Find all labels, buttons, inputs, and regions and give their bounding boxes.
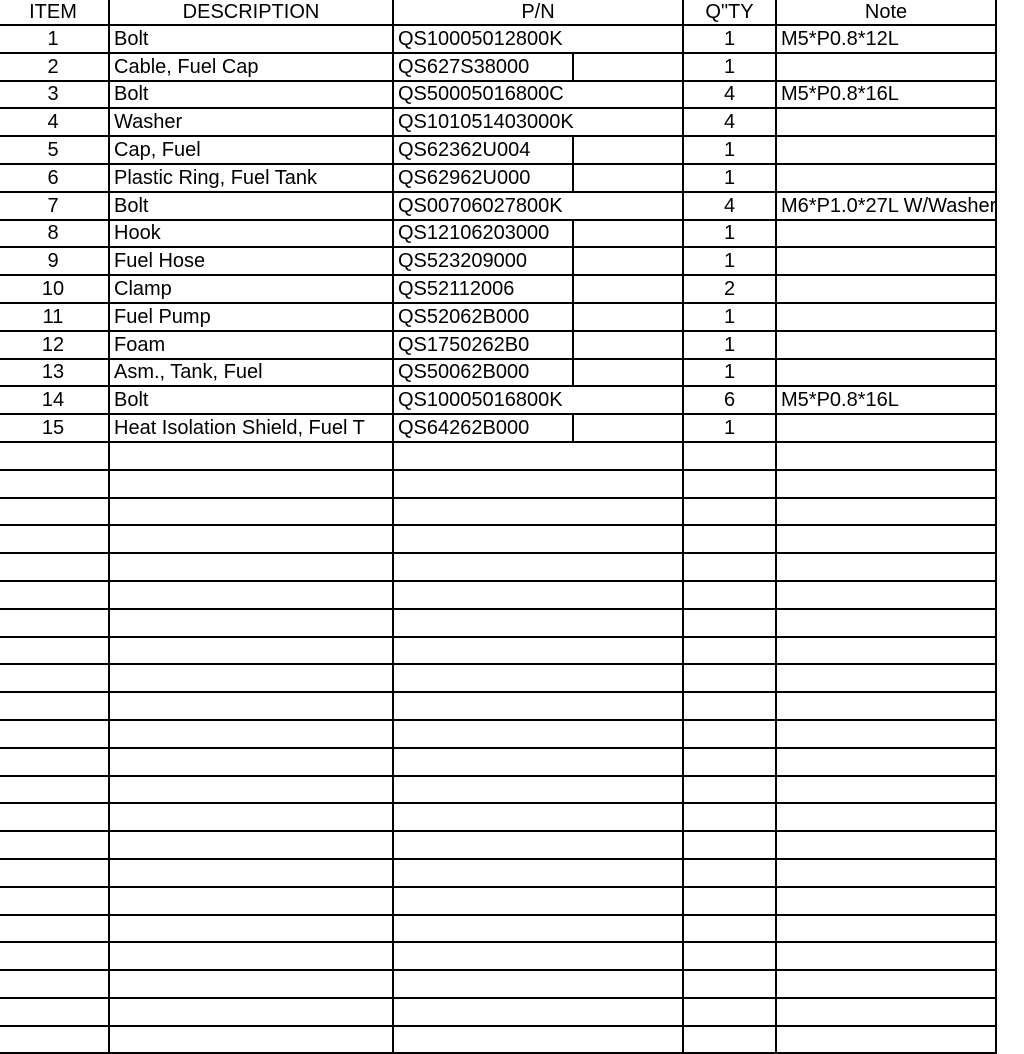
empty-cell bbox=[776, 609, 996, 637]
cell-part-number: QS64262B000 bbox=[393, 414, 683, 442]
empty-table-row bbox=[0, 553, 996, 581]
cell-note: M5*P0.8*16L bbox=[776, 81, 996, 109]
empty-cell bbox=[683, 776, 776, 804]
empty-cell bbox=[683, 553, 776, 581]
cell-quantity: 1 bbox=[683, 414, 776, 442]
empty-table-row bbox=[0, 525, 996, 553]
cell-quantity: 4 bbox=[683, 108, 776, 136]
cell-part-number: QS50005016800C bbox=[393, 81, 683, 109]
empty-cell bbox=[683, 915, 776, 943]
empty-cell bbox=[776, 637, 996, 665]
cell-item: 2 bbox=[0, 53, 109, 81]
empty-cell bbox=[683, 637, 776, 665]
cell-quantity: 4 bbox=[683, 192, 776, 220]
cell-quantity: 1 bbox=[683, 164, 776, 192]
cell-part-number: QS10005016800K bbox=[393, 386, 683, 414]
pn-cell-divider bbox=[572, 304, 574, 330]
empty-table-row bbox=[0, 748, 996, 776]
cell-note bbox=[776, 275, 996, 303]
cell-quantity: 2 bbox=[683, 275, 776, 303]
empty-cell bbox=[393, 692, 683, 720]
cell-note: M5*P0.8*12L bbox=[776, 25, 996, 53]
empty-table-row bbox=[0, 720, 996, 748]
cell-item: 15 bbox=[0, 414, 109, 442]
empty-cell bbox=[776, 470, 996, 498]
empty-cell bbox=[776, 887, 996, 915]
cell-item: 5 bbox=[0, 136, 109, 164]
empty-cell bbox=[109, 915, 393, 943]
table-row[interactable] bbox=[0, 275, 996, 303]
cell-description: Plastic Ring, Fuel Tank bbox=[109, 164, 393, 192]
table-row[interactable] bbox=[0, 53, 996, 81]
empty-cell bbox=[109, 720, 393, 748]
empty-cell bbox=[0, 887, 109, 915]
empty-cell bbox=[109, 553, 393, 581]
cell-note bbox=[776, 359, 996, 387]
cell-item: 10 bbox=[0, 275, 109, 303]
empty-cell bbox=[0, 720, 109, 748]
empty-cell bbox=[776, 776, 996, 804]
empty-cell bbox=[109, 1026, 393, 1054]
empty-cell bbox=[0, 776, 109, 804]
cell-description: Foam bbox=[109, 331, 393, 359]
cell-note bbox=[776, 247, 996, 275]
header-description: DESCRIPTION bbox=[109, 0, 393, 25]
cell-description: Bolt bbox=[109, 192, 393, 220]
empty-cell bbox=[776, 581, 996, 609]
cell-item: 13 bbox=[0, 359, 109, 387]
empty-cell bbox=[109, 942, 393, 970]
empty-cell bbox=[393, 525, 683, 553]
empty-cell bbox=[0, 998, 109, 1026]
empty-cell bbox=[109, 859, 393, 887]
cell-part-number: QS52062B000 bbox=[393, 303, 683, 331]
empty-cell bbox=[776, 664, 996, 692]
cell-item: 12 bbox=[0, 331, 109, 359]
empty-cell bbox=[0, 442, 109, 470]
empty-cell bbox=[109, 776, 393, 804]
table-row[interactable] bbox=[0, 386, 996, 414]
empty-cell bbox=[0, 692, 109, 720]
empty-cell bbox=[776, 859, 996, 887]
cell-part-number: QS50062B000 bbox=[393, 359, 683, 387]
pn-cell-divider bbox=[572, 248, 574, 274]
empty-cell bbox=[109, 748, 393, 776]
empty-cell bbox=[109, 498, 393, 526]
empty-cell bbox=[393, 553, 683, 581]
parts-table-body bbox=[0, 25, 996, 1053]
empty-cell bbox=[0, 1026, 109, 1054]
empty-cell bbox=[0, 803, 109, 831]
empty-cell bbox=[683, 748, 776, 776]
empty-cell bbox=[683, 887, 776, 915]
empty-cell bbox=[776, 970, 996, 998]
table-row[interactable] bbox=[0, 303, 996, 331]
cell-part-number: QS62362U004 bbox=[393, 136, 683, 164]
cell-quantity: 1 bbox=[683, 303, 776, 331]
empty-cell bbox=[393, 470, 683, 498]
cell-part-number: QS10005012800K bbox=[393, 25, 683, 53]
cell-quantity: 1 bbox=[683, 359, 776, 387]
table-row[interactable] bbox=[0, 108, 996, 136]
cell-part-number: QS101051403000K bbox=[393, 108, 683, 136]
cell-item: 7 bbox=[0, 192, 109, 220]
empty-cell bbox=[776, 442, 996, 470]
empty-cell bbox=[776, 525, 996, 553]
header-quantity: Q"TY bbox=[683, 0, 776, 25]
cell-part-number: QS00706027800K bbox=[393, 192, 683, 220]
empty-cell bbox=[393, 859, 683, 887]
cell-quantity: 1 bbox=[683, 247, 776, 275]
empty-cell bbox=[393, 498, 683, 526]
header-note: Note bbox=[776, 0, 996, 25]
empty-cell bbox=[109, 581, 393, 609]
empty-cell bbox=[109, 609, 393, 637]
cell-part-number: QS1750262B0 bbox=[393, 331, 683, 359]
header-part-number: P/N bbox=[393, 0, 683, 25]
empty-cell bbox=[393, 720, 683, 748]
cell-quantity: 1 bbox=[683, 331, 776, 359]
empty-cell bbox=[683, 470, 776, 498]
pn-cell-divider bbox=[572, 165, 574, 191]
cell-part-number: QS62962U000 bbox=[393, 164, 683, 192]
pn-cell-divider bbox=[572, 332, 574, 358]
empty-cell bbox=[393, 803, 683, 831]
empty-table-row bbox=[0, 609, 996, 637]
empty-cell bbox=[109, 470, 393, 498]
empty-cell bbox=[776, 720, 996, 748]
cell-item: 4 bbox=[0, 108, 109, 136]
empty-cell bbox=[776, 831, 996, 859]
empty-cell bbox=[393, 915, 683, 943]
empty-cell bbox=[393, 942, 683, 970]
table-row[interactable] bbox=[0, 81, 996, 109]
empty-cell bbox=[109, 637, 393, 665]
table-row[interactable] bbox=[0, 192, 996, 220]
cell-description: Bolt bbox=[109, 25, 393, 53]
cell-note bbox=[776, 331, 996, 359]
empty-cell bbox=[109, 442, 393, 470]
cell-note bbox=[776, 108, 996, 136]
empty-table-row bbox=[0, 664, 996, 692]
empty-cell bbox=[683, 859, 776, 887]
pn-cell-divider bbox=[572, 415, 574, 441]
cell-description: Bolt bbox=[109, 386, 393, 414]
empty-cell bbox=[0, 553, 109, 581]
cell-description: Washer bbox=[109, 108, 393, 136]
empty-cell bbox=[776, 1026, 996, 1054]
empty-table-row bbox=[0, 998, 996, 1026]
empty-cell bbox=[776, 942, 996, 970]
empty-cell bbox=[393, 776, 683, 804]
table-row[interactable] bbox=[0, 164, 996, 192]
empty-cell bbox=[683, 442, 776, 470]
pn-cell-divider bbox=[572, 137, 574, 163]
cell-item: 3 bbox=[0, 81, 109, 109]
empty-cell bbox=[0, 915, 109, 943]
pn-cell-divider bbox=[572, 276, 574, 302]
table-row[interactable] bbox=[0, 359, 996, 387]
pn-cell-divider bbox=[572, 360, 574, 386]
empty-cell bbox=[109, 998, 393, 1026]
cell-description: Fuel Pump bbox=[109, 303, 393, 331]
cell-part-number: QS523209000 bbox=[393, 247, 683, 275]
empty-cell bbox=[683, 970, 776, 998]
pn-cell-divider bbox=[572, 54, 574, 80]
table-row[interactable] bbox=[0, 414, 996, 442]
cell-item: 1 bbox=[0, 25, 109, 53]
cell-item: 9 bbox=[0, 247, 109, 275]
cell-note bbox=[776, 53, 996, 81]
cell-note bbox=[776, 136, 996, 164]
empty-cell bbox=[776, 692, 996, 720]
empty-cell bbox=[776, 553, 996, 581]
cell-part-number: QS12106203000 bbox=[393, 220, 683, 248]
empty-table-row bbox=[0, 970, 996, 998]
empty-cell bbox=[393, 581, 683, 609]
empty-cell bbox=[776, 498, 996, 526]
empty-cell bbox=[776, 915, 996, 943]
empty-table-row bbox=[0, 498, 996, 526]
empty-cell bbox=[0, 859, 109, 887]
empty-cell bbox=[683, 664, 776, 692]
empty-cell bbox=[683, 525, 776, 553]
empty-cell bbox=[393, 887, 683, 915]
empty-table-row bbox=[0, 442, 996, 470]
cell-note: M6*P1.0*27L W/Washer bbox=[776, 192, 996, 220]
empty-table-row bbox=[0, 692, 996, 720]
empty-cell bbox=[0, 609, 109, 637]
empty-cell bbox=[683, 1026, 776, 1054]
cell-item: 11 bbox=[0, 303, 109, 331]
empty-cell bbox=[393, 998, 683, 1026]
table-row[interactable] bbox=[0, 247, 996, 275]
cell-quantity: 1 bbox=[683, 53, 776, 81]
empty-cell bbox=[393, 442, 683, 470]
empty-cell bbox=[109, 887, 393, 915]
pn-cell-divider bbox=[572, 221, 574, 247]
empty-cell bbox=[109, 970, 393, 998]
empty-table-row bbox=[0, 831, 996, 859]
empty-table-row bbox=[0, 859, 996, 887]
cell-quantity: 4 bbox=[683, 81, 776, 109]
cell-note bbox=[776, 303, 996, 331]
empty-cell bbox=[0, 470, 109, 498]
cell-description: Cap, Fuel bbox=[109, 136, 393, 164]
empty-table-row bbox=[0, 776, 996, 804]
header-item: ITEM bbox=[0, 0, 109, 25]
empty-cell bbox=[0, 637, 109, 665]
cell-description: Fuel Hose bbox=[109, 247, 393, 275]
empty-cell bbox=[0, 942, 109, 970]
empty-table-row bbox=[0, 470, 996, 498]
cell-quantity: 1 bbox=[683, 136, 776, 164]
empty-cell bbox=[776, 998, 996, 1026]
empty-cell bbox=[0, 970, 109, 998]
empty-cell bbox=[683, 581, 776, 609]
empty-table-row bbox=[0, 942, 996, 970]
cell-part-number: QS627S38000 bbox=[393, 53, 683, 81]
table-row[interactable] bbox=[0, 25, 996, 53]
empty-table-row bbox=[0, 887, 996, 915]
empty-cell bbox=[393, 748, 683, 776]
empty-cell bbox=[683, 609, 776, 637]
cell-description: Bolt bbox=[109, 81, 393, 109]
table-row[interactable] bbox=[0, 136, 996, 164]
empty-cell bbox=[683, 942, 776, 970]
empty-cell bbox=[0, 831, 109, 859]
cell-item: 14 bbox=[0, 386, 109, 414]
empty-cell bbox=[683, 692, 776, 720]
empty-cell bbox=[393, 637, 683, 665]
empty-cell bbox=[0, 525, 109, 553]
empty-cell bbox=[393, 664, 683, 692]
cell-note bbox=[776, 164, 996, 192]
table-row[interactable] bbox=[0, 331, 996, 359]
cell-quantity: 6 bbox=[683, 386, 776, 414]
empty-cell bbox=[683, 998, 776, 1026]
empty-cell bbox=[683, 831, 776, 859]
empty-cell bbox=[0, 498, 109, 526]
header-row bbox=[0, 0, 996, 25]
empty-cell bbox=[683, 498, 776, 526]
empty-cell bbox=[393, 970, 683, 998]
empty-cell bbox=[109, 692, 393, 720]
empty-cell bbox=[393, 1026, 683, 1054]
empty-cell bbox=[776, 748, 996, 776]
empty-cell bbox=[683, 803, 776, 831]
cell-description: Cable, Fuel Cap bbox=[109, 53, 393, 81]
cell-note: M5*P0.8*16L bbox=[776, 386, 996, 414]
empty-table-row bbox=[0, 581, 996, 609]
cell-note bbox=[776, 220, 996, 248]
cell-item: 8 bbox=[0, 220, 109, 248]
cell-description: Clamp bbox=[109, 275, 393, 303]
empty-cell bbox=[683, 720, 776, 748]
empty-table-row bbox=[0, 1026, 996, 1054]
cell-description: Heat Isolation Shield, Fuel T bbox=[109, 414, 393, 442]
empty-table-row bbox=[0, 803, 996, 831]
cell-note bbox=[776, 414, 996, 442]
cell-part-number: QS52112006 bbox=[393, 275, 683, 303]
empty-cell bbox=[109, 831, 393, 859]
empty-table-row bbox=[0, 637, 996, 665]
empty-cell bbox=[0, 664, 109, 692]
empty-cell bbox=[393, 609, 683, 637]
empty-cell bbox=[393, 831, 683, 859]
cell-quantity: 1 bbox=[683, 25, 776, 53]
cell-description: Asm., Tank, Fuel bbox=[109, 359, 393, 387]
cell-item: 6 bbox=[0, 164, 109, 192]
empty-cell bbox=[109, 803, 393, 831]
empty-cell bbox=[0, 581, 109, 609]
cell-quantity: 1 bbox=[683, 220, 776, 248]
table-row[interactable] bbox=[0, 220, 996, 248]
empty-cell bbox=[109, 664, 393, 692]
empty-cell bbox=[776, 803, 996, 831]
empty-table-row bbox=[0, 915, 996, 943]
cell-description: Hook bbox=[109, 220, 393, 248]
empty-cell bbox=[0, 748, 109, 776]
empty-cell bbox=[109, 525, 393, 553]
